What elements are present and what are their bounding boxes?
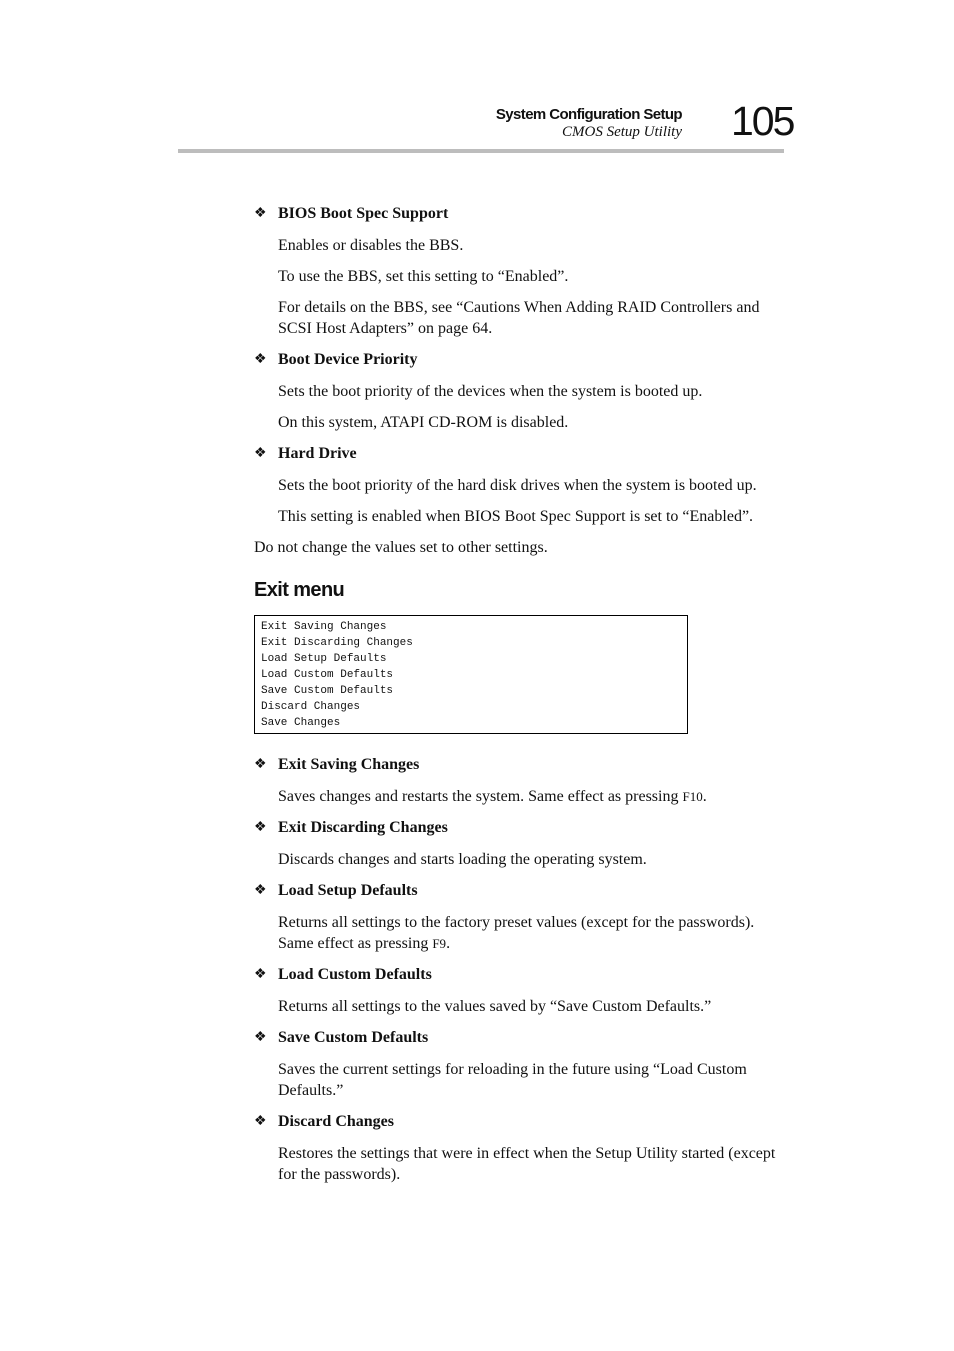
item-heading-text: Discard Changes xyxy=(278,1113,395,1130)
item-paragraph: Discards changes and starts loading the operating system. xyxy=(278,851,647,868)
paragraph-text: Saves changes and restarts the system. Same effect as pressing xyxy=(278,788,683,805)
item-paragraph: This setting is enabled when BIOS Boot Spec Support is set to “Enabled”. xyxy=(278,508,754,525)
exit-menu-screen xyxy=(254,615,688,734)
section-title: Exit menu xyxy=(254,579,345,601)
item-heading xyxy=(254,880,784,901)
item-heading-text: Load Custom Defaults xyxy=(278,966,432,983)
item-heading xyxy=(254,817,784,838)
item-heading xyxy=(254,1027,784,1048)
item-heading-text: Boot Device Priority xyxy=(278,351,418,368)
item-paragraph xyxy=(254,786,784,807)
item-heading-text: Hard Drive xyxy=(278,445,357,462)
key-label: F10 xyxy=(682,789,703,804)
item-heading xyxy=(254,203,784,224)
item-paragraph: Sets the boot priority of the hard disk drives when the system is booted up. xyxy=(278,477,757,494)
menu-line: Save Custom Defaults xyxy=(261,685,394,697)
item-paragraph: To use the BBS, set this setting to “Enabled”. xyxy=(278,268,569,285)
item-paragraph: Saves the current settings for reloading in the future using “Load Custom Defaults.” xyxy=(278,1061,747,1099)
item-paragraph: Returns all settings to the values saved by “Save Custom Defaults.” xyxy=(278,998,712,1015)
bullet-icon: ❖ xyxy=(254,883,267,898)
paragraph-tail: . xyxy=(702,788,707,805)
item-heading-text: Exit Discarding Changes xyxy=(278,819,448,836)
bullet-icon: ❖ xyxy=(254,967,267,982)
item-heading-text: Exit Saving Changes xyxy=(278,756,420,773)
bullet-icon: ❖ xyxy=(254,1114,267,1129)
menu-line: Load Setup Defaults xyxy=(261,653,387,665)
bullet-icon: ❖ xyxy=(254,1030,267,1045)
menu-line: Discard Changes xyxy=(261,701,361,713)
page-number: 105 xyxy=(731,98,794,144)
bullet-icon: ❖ xyxy=(254,820,267,835)
item-heading xyxy=(254,349,784,370)
running-header xyxy=(496,106,682,141)
item-paragraph: Restores the settings that were in effect when the Setup Utility started (except for the passwords). xyxy=(278,1145,776,1183)
item-heading xyxy=(254,964,784,985)
key-label: F9 xyxy=(432,936,447,951)
bullet-icon: ❖ xyxy=(254,446,267,461)
header-title: System Configuration Setup xyxy=(495,106,682,123)
item-paragraph: Sets the boot priority of the devices when the system is booted up. xyxy=(278,383,703,400)
bullet-icon: ❖ xyxy=(254,757,267,772)
item-paragraph xyxy=(254,912,784,954)
paragraph-tail: . xyxy=(446,935,451,952)
note-paragraph: Do not change the values set to other settings. xyxy=(254,539,548,556)
bullet-icon: ❖ xyxy=(254,352,267,367)
menu-line: Load Custom Defaults xyxy=(261,669,394,681)
item-heading xyxy=(254,443,784,464)
header-subtitle: CMOS Setup Utility xyxy=(562,124,682,140)
menu-line: Save Changes xyxy=(261,717,341,729)
item-paragraph: On this system, ATAPI CD-ROM is disabled. xyxy=(278,414,569,431)
bullet-icon: ❖ xyxy=(254,206,267,221)
item-heading-text: Save Custom Defaults xyxy=(278,1029,429,1046)
header-rule xyxy=(178,149,784,153)
item-heading-text: BIOS Boot Spec Support xyxy=(278,205,449,222)
paragraph-text: Returns all settings to the factory preset values (except for the passwords). Same effect as pressing xyxy=(278,914,755,952)
item-heading xyxy=(254,754,784,775)
menu-line: Exit Discarding Changes xyxy=(261,637,413,649)
item-heading xyxy=(254,1111,784,1132)
item-paragraph: For details on the BBS, see “Cautions When Adding RAID Controllers and SCSI Host Adapters” on page 64. xyxy=(278,299,760,337)
item-paragraph: Enables or disables the BBS. xyxy=(278,237,464,254)
item-heading-text: Load Setup Defaults xyxy=(278,882,418,899)
page-body xyxy=(254,203,784,1195)
menu-line: Exit Saving Changes xyxy=(261,621,387,633)
